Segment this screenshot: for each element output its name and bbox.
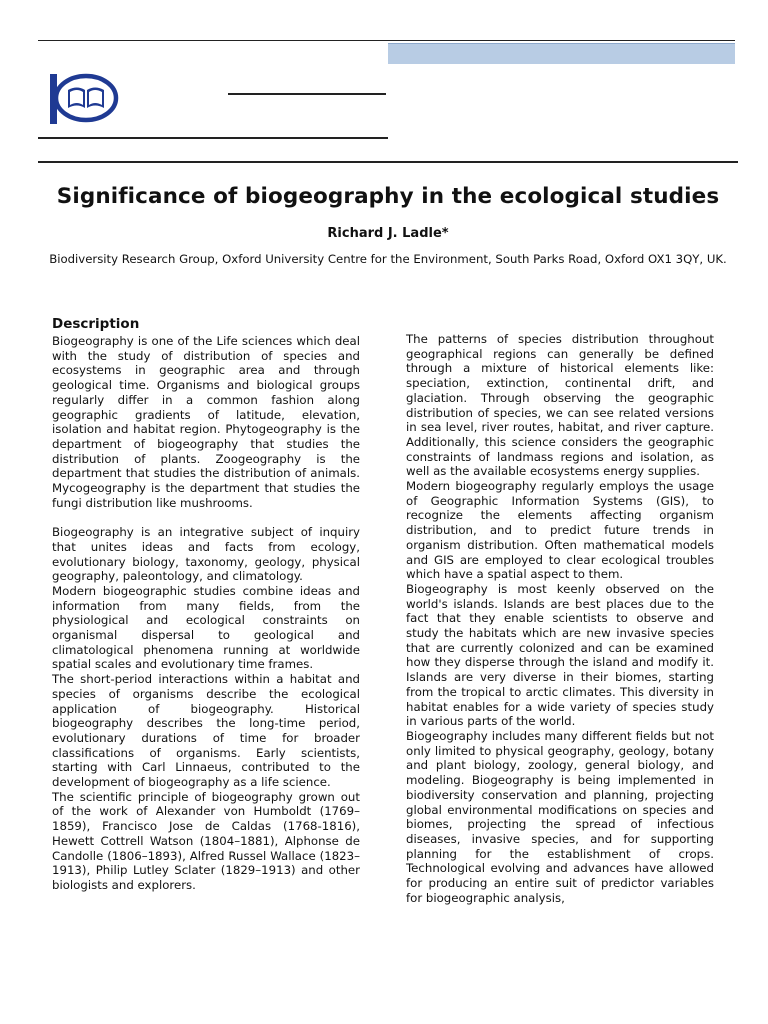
body-paragraph: Modern biogeographic studies combine ideas and information from many fields, from the physiological and ecological constraints on organismal dispersal to geological and climatological phenomena running at worldwide spatial scales and evolutionary time frames. xyxy=(52,583,360,672)
body-paragraph: Biogeography includes many different fields but not only limited to physical geography, geology, botany and plant biology, zoology, general biology, and modeling. Biogeography is being implemented in biodiversity conservation and planning, projecting global environmental modifications on species and biomes, projecting the spread of infectious diseases, invasive species, and for supporting planning for the establishment of crops. Technological evolving and advances have allowed for producing an entire suit of predictor variables for biogeographic analysis, xyxy=(406,728,714,905)
journal-rule-short xyxy=(228,93,386,95)
body-paragraph: Modern biogeography regularly employs the usage of Geographic Information Systems (GIS), to recognize the elements affecting organism distribution, and to predict future trends in organism distribution. Often mathematical models and GIS are employed to clear ecological troubles which have a spatial aspect to them. xyxy=(406,479,714,582)
open-book-journal-logo-icon xyxy=(50,72,122,124)
body-paragraph: The scientific principle of biogeography grown out of the work of Alexander von Humboldt (1769–1859), Francisco Jose de Caldas (1768-1816), Hewett Cottrell Watson (1804–1881), Alphonse de Candolle (1806–1893), Alfred Russel Wallace (1823–1913), Philip Lutley Sclater (1829–1913) and other biologists and explorers. xyxy=(52,789,360,892)
header-bottom-rule xyxy=(38,161,738,163)
section-heading-description: Description xyxy=(52,316,140,332)
right-column xyxy=(406,332,714,905)
body-paragraph: The short-period interactions within a habitat and species of organisms describe the ecological application of biogeography. Historical biogeography describes the long-time period, evolutionary durations of time for broader classifications of organisms. Early scientists, starting with Carl Linnaeus, contributed to the development of biogeography as a life science. xyxy=(52,672,360,790)
body-paragraph: Biogeography is an integrative subject of inquiry that unites ideas and facts from ecology, evolutionary biology, taxonomy, geology, physical geography, paleontology, and climatology. xyxy=(52,525,360,584)
author-name: Richard J. Ladle* xyxy=(327,226,449,241)
left-column xyxy=(52,316,360,893)
article-title: Significance of biogeography in the ecological studies xyxy=(56,184,720,209)
top-rule xyxy=(38,40,735,41)
journal-rule-left xyxy=(38,137,388,139)
header-band xyxy=(388,43,735,64)
body-paragraph: Biogeography is most keenly observed on the world's islands. Islands are best places due to the fact that they enable scientists to observe and study the habitats which are new invasive species that are currently colonized and can be examined how they disperse through the island and modify it. Islands are very diverse in their biomes, starting from the tropical to arctic climates. This diversity in habitat enables for a wide variety of species study in various parts of the world. xyxy=(406,581,714,729)
body-paragraph: Biogeography is one of the Life sciences which deal with the study of distribution of species and ecosystems in geographic area and through geological time. Organisms and biological groups regularly differ in a common fashion along geographic gradients of latitude, elevation, isolation and habitat region. Phytogeography is the department of biogeography that studies the distribution of plants. Zoogeography is the department that studies the distribution of animals. Mycogeography is the department that studies the fungi distribution like mushrooms. xyxy=(52,334,360,510)
author-affiliation: Biodiversity Research Group, Oxford University Centre for the Environment, South Parks Road, Oxford OX1 3QY, UK. xyxy=(49,252,727,266)
body-paragraph: The patterns of species distribution throughout geographical regions can generally be defined through a mixture of historical elements like: speciation, extinction, continental drift, and glaciation. Through observing the geographic distribution of species, we can see related versions in sea level, river routes, habitat, and river capture. Additionally, this science considers the geographic constraints of landmass regions and isolation, as well as the available ecosystems energy supplies. xyxy=(406,332,714,479)
